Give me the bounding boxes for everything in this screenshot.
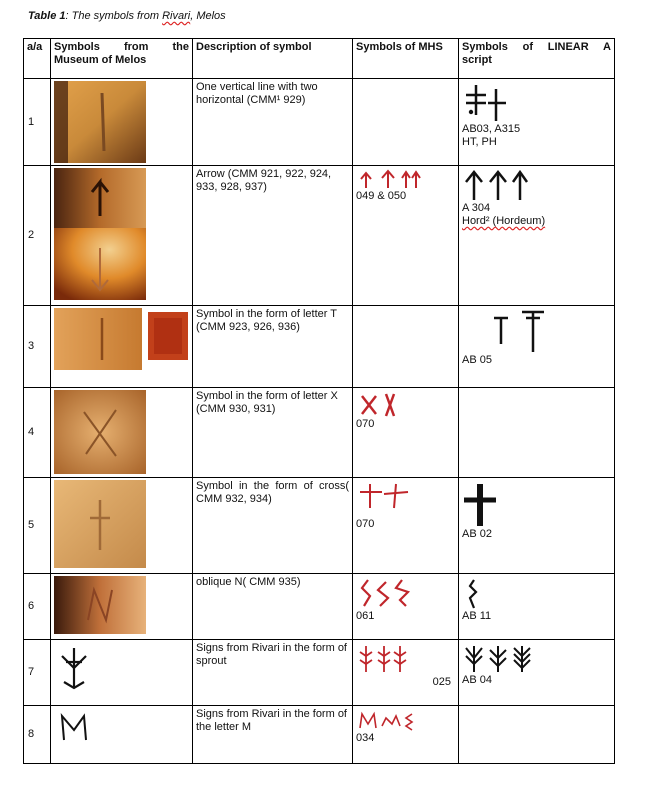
caption-prefix: Table 1 [28, 10, 66, 22]
mhs-label: 061 [356, 610, 375, 622]
header-linear-a: Symbols of LINEAR A script [459, 39, 615, 79]
table-row [24, 640, 615, 706]
museum-photo-cell [51, 574, 193, 640]
description-cell: One vertical line with two horizontal (CMM¹ 929) [193, 79, 353, 166]
caption-suffix: , Melos [190, 10, 226, 22]
museum-photo-cell [51, 388, 193, 478]
linear-a-label: AB 05 [462, 354, 492, 366]
museum-photo-3 [54, 308, 190, 370]
linear-a-cell [459, 478, 615, 574]
linear-a-sign-6 [462, 576, 492, 610]
museum-photo-cell [51, 79, 193, 166]
caption-place: Rivari [162, 10, 191, 22]
table-row [24, 478, 615, 574]
mhs-sign-5 [356, 480, 426, 510]
linear-a-cell [459, 79, 615, 166]
linear-a-label-2: HT, PH [462, 136, 497, 148]
mhs-cell [353, 388, 459, 478]
description-cell: Signs from Rivari in the form of the letter M [193, 706, 353, 764]
row-number: 3 [24, 306, 51, 388]
mhs-cell [353, 79, 459, 166]
row-number: 2 [24, 166, 51, 306]
table-row [24, 574, 615, 640]
mhs-sign-6 [356, 576, 426, 610]
description-cell: Symbol in the form of letter T (CMM 923, 926, 936) [193, 306, 353, 388]
mhs-label: 049 & 050 [356, 190, 407, 202]
museum-photo-4 [54, 390, 146, 474]
symbols-table [23, 38, 615, 764]
museum-photo-cell [51, 166, 193, 306]
linear-a-sign-7 [462, 642, 552, 674]
caption-text: : The symbols from [65, 10, 163, 22]
mhs-cell [353, 640, 459, 706]
header-aa: a/a [24, 39, 51, 79]
linear-a-label-2: Hord² (Hordeum) [462, 215, 546, 227]
museum-photo-2b [54, 228, 146, 300]
mhs-sign-7 [356, 642, 454, 676]
linear-a-label: A 304 [462, 202, 491, 214]
linear-a-label: AB 04 [462, 674, 492, 686]
description-cell: oblique N( CMM 935) [193, 574, 353, 640]
table-row [24, 166, 615, 306]
sprout-sign-drawing [54, 642, 114, 694]
mhs-sign-4 [356, 390, 416, 418]
description-cell: Symbol in the form of letter X (CMM 930, 931) [193, 388, 353, 478]
linear-a-cell [459, 306, 615, 388]
row-number: 6 [24, 574, 51, 640]
mhs-cell [353, 306, 459, 388]
mhs-cell [353, 574, 459, 640]
linear-a-cell [459, 574, 615, 640]
linear-a-sign-1 [462, 81, 522, 123]
linear-a-cell [459, 706, 615, 764]
linear-a-cell [459, 166, 615, 306]
table-row [24, 306, 615, 388]
row-number: 8 [24, 706, 51, 764]
linear-a-label: AB 02 [462, 528, 492, 540]
header-mhs: Symbols of MHS [353, 39, 459, 79]
linear-a-sign-2 [462, 168, 542, 202]
header-row [24, 39, 615, 79]
header-description: Description of symbol [193, 39, 353, 79]
museum-photo-5 [54, 480, 146, 568]
table-row [24, 706, 615, 764]
museum-photo-cell [51, 306, 193, 388]
table-row [24, 79, 615, 166]
mhs-cell [353, 166, 459, 306]
description-cell: Symbol in the form of cross( CMM 932, 934) [193, 478, 353, 574]
mhs-sign-2 [356, 168, 436, 190]
mhs-cell [353, 478, 459, 574]
mhs-label: 025 [432, 676, 451, 688]
linear-a-sign-5 [462, 480, 522, 528]
museum-photo-6 [54, 576, 146, 634]
row-number: 5 [24, 478, 51, 574]
museum-photo-cell [51, 640, 193, 706]
m-sign-drawing [54, 708, 114, 744]
mhs-cell [353, 706, 459, 764]
linear-a-sign-3 [462, 308, 562, 354]
description-cell: Arrow (CMM 921, 922, 924, 933, 928, 937) [193, 166, 353, 306]
linear-a-label: AB03, A315 [462, 123, 521, 135]
row-number: 7 [24, 640, 51, 706]
mhs-label: 070 [356, 518, 375, 530]
museum-photo-1 [54, 81, 146, 163]
linear-a-label: AB 11 [462, 610, 492, 622]
row-number: 4 [24, 388, 51, 478]
linear-a-cell [459, 640, 615, 706]
mhs-label: 034 [356, 732, 375, 744]
mhs-sign-8 [356, 708, 436, 732]
museum-photo-cell [51, 706, 193, 764]
museum-photo-2a [54, 168, 146, 228]
linear-a-cell [459, 388, 615, 478]
row-number: 1 [24, 79, 51, 166]
mhs-label: 070 [356, 418, 375, 430]
table-row [24, 388, 615, 478]
header-museum-symbols: Symbols from the Museum of Melos [51, 39, 193, 79]
museum-photo-cell [51, 478, 193, 574]
description-cell: Signs from Rivari in the form of sprout [193, 640, 353, 706]
table-caption [28, 10, 226, 22]
